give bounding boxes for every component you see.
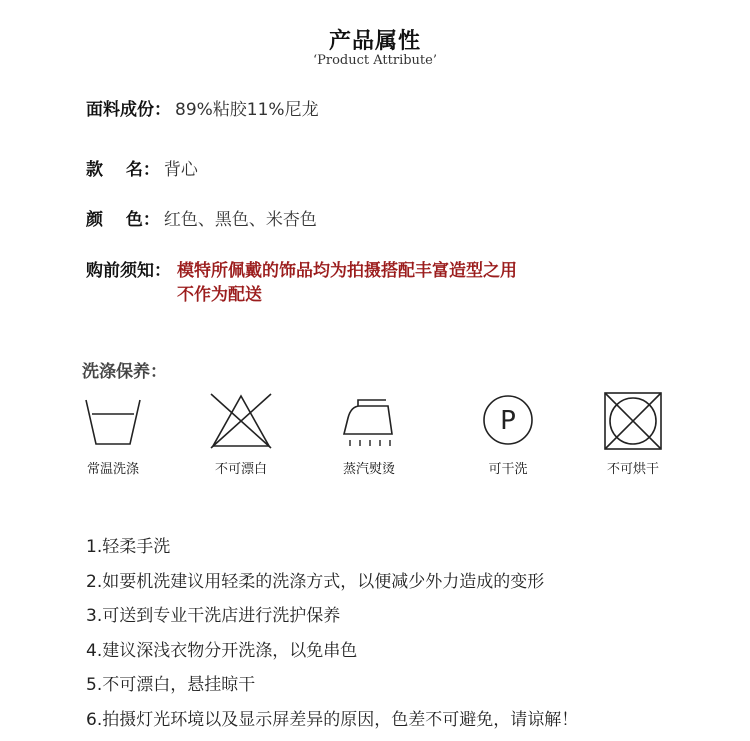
page-title: 产品属性 xyxy=(0,24,750,55)
care-item-no-bleach xyxy=(186,390,296,477)
attribute-label: 款 名： xyxy=(86,158,160,182)
purchase-notice xyxy=(86,259,517,307)
care-item-no-tumble-dry xyxy=(578,390,688,477)
care-title: 洗涤保养： xyxy=(82,357,167,382)
attribute-row-color xyxy=(86,208,317,232)
list-item: 3.可送到专业干洗店进行洗护保养 xyxy=(86,603,578,638)
dry-clean-letter: P xyxy=(500,406,516,436)
attribute-row-style xyxy=(86,158,198,182)
list-item: 1.轻柔手洗 xyxy=(86,534,578,569)
dry-clean-p-icon xyxy=(473,390,543,452)
list-item: 2.如要机洗建议用轻柔的洗涤方式，以便减少外力造成的变形 xyxy=(86,569,578,604)
page-subtitle: ‘Product Attribute’ xyxy=(0,53,750,68)
care-notes xyxy=(86,534,578,741)
attribute-value: 89%粘胶11%尼龙 xyxy=(175,98,319,122)
care-item-steam-iron xyxy=(314,390,424,477)
care-label: 不可烘干 xyxy=(578,458,688,477)
list-item: 5.不可漂白，悬挂晾干 xyxy=(86,672,578,707)
care-label: 常温洗涤 xyxy=(58,458,168,477)
notice-line-2: 不作为配送 xyxy=(177,283,517,307)
wash-tub-icon xyxy=(78,390,148,452)
steam-iron-icon xyxy=(334,390,404,452)
notice-line-1: 模特所佩戴的饰品均为拍摄搭配丰富造型之用 xyxy=(177,259,517,283)
attribute-row-fabric xyxy=(86,98,319,122)
notice-label: 购前须知： xyxy=(86,259,171,307)
attribute-label: 颜 色： xyxy=(86,208,160,232)
attribute-label: 面料成份： xyxy=(86,98,171,122)
attribute-value: 红色、黑色、米杏色 xyxy=(164,208,317,232)
care-label: 不可漂白 xyxy=(186,458,296,477)
care-item-wash xyxy=(58,390,168,477)
attribute-value: 背心 xyxy=(164,158,198,182)
care-label: 可干洗 xyxy=(453,458,563,477)
list-item: 4.建议深浅衣物分开洗涤，以免串色 xyxy=(86,638,578,673)
care-item-dry-clean xyxy=(453,390,563,477)
care-label: 蒸汽熨烫 xyxy=(314,458,424,477)
list-item: 6.拍摄灯光环境以及显示屏差异的原因，色差不可避免，请谅解！ xyxy=(86,707,578,741)
no-tumble-dry-icon xyxy=(598,390,668,452)
no-bleach-icon xyxy=(206,390,276,452)
